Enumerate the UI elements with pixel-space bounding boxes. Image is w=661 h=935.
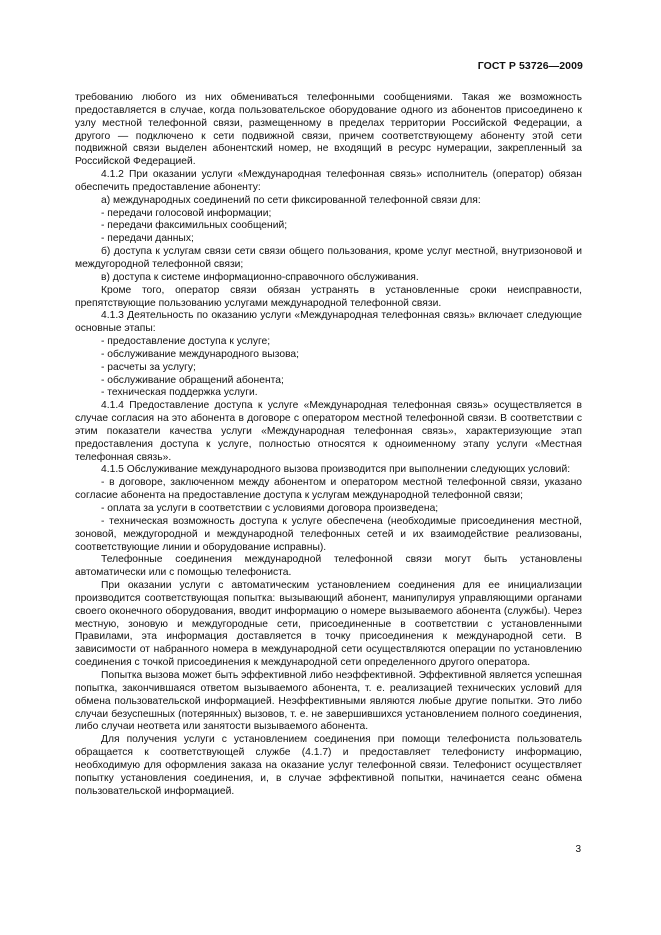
list-item: - обслуживание обращений абонента; [101,374,284,386]
paragraph: требованию любого из них обмениваться телефонными сообщениями. Такая же возможность предоставляется в случае, когда пользовательское оборудование одного из абонентов присоединено к узлу местной телефонной связи, размещенному в пределах территории Российской Федерации, а другого — подключено к сети подвижной связи, причем соответствующему абоненту этой сети подвижной связи выделен абонентский номер, не входящий в ресурс нумерации, закрепленный за Российской Федерацией. [75,92,582,168]
list-item: - техническая поддержка услуги. [101,387,258,399]
clause-4-1-2: 4.1.2 При оказании услуги «Международная телефонная связь» исполнитель (оператор) обязан обеспечить предоставление абоненту: [75,169,582,193]
document-body [75,92,582,798]
clause-4-1-4: 4.1.4 Предоставление доступа к услуге «Международная телефонная связь» осуществляется в случае согласия на это абонента в договоре с оператором местной телефонной связи. В соответствии с этим показатели качества услуги «Международная телефонная связь», характеризующие этап предоставления доступа к услуге, полностью относятся к одноименному этапу услуги «Местная телефонная связь». [75,400,582,463]
paragraph: Телефонные соединения международной телефонной связи могут быть установлены автоматически или с помощью телефониста. [75,554,582,579]
list-item: - передачи данных; [101,233,194,245]
list-item: - оплата за услуги в соответствии с условиями договора произведена; [101,503,439,514]
paragraph: Попытка вызова может быть эффективной либо неэффективной. Эффективной является успешная попытка, закончившаяся ответом вызываемого абонента, т. е. реализацией технических условий для обмена пользовательской информацией. Неэффективными являются любые другие попытки. Это либо случаи безуспешных (потерянных) вызовов, т. е. не завершившихся установлением полного соединения, либо случаи неответа или занятости вызываемого абонента. [75,669,582,733]
paragraph: Кроме того, оператор связи обязан устранять в установленные сроки неисправности, препятствующие пользованию услугами международной телефонной связи. [75,284,582,309]
clause-4-1-3: 4.1.3 Деятельность по оказанию услуги «Международная телефонная связь» включает следующие основные этапы: [75,310,582,335]
list-item: - в договоре, заключенном между абонентом и оператором местной телефонной связи, указано согласие абонента на предоставление доступа к услугам международной телефонной связи; [75,477,582,502]
clause-4-1-5: 4.1.5 Обслуживание международного вызова производится при выполнении следующих условий: [101,464,571,476]
list-item: а) международных соединений по сети фиксированной телефонной связи для: [101,194,481,206]
paragraph: При оказании услуги с автоматическим установлением соединения для ее инициализации производится соответствующая попытка: вызывающий абонент, манипулируя управляющими органами своего оконечного оборудования, вводит информацию о номере вызываемого абонента (службы). Через местную, зоновую и междугородные сети, присоединенные в соответствии с установленными Правилами, эта информация доставляется в точку присоединения к международной сети. В зависимости от набранного номера в международной сети осуществляются операции по установлению соединения с точкой присоединения к международной сети определенного другого оператора. [75,580,582,669]
list-item: - передачи факсимильных сообщений; [101,220,288,232]
list-item: в) доступа к системе информационно-справочного обслуживания. [101,271,419,283]
standard-designation: ГОСТ Р 53726—2009 [477,60,583,72]
list-item: - предоставление доступа к услуге; [101,336,271,348]
page-number: 3 [575,844,581,855]
paragraph: Для получения услуги с установлением соединения при помощи телефониста пользователь обращается к соответствующей службе (4.1.7) и предоставляет телефонисту информацию, необходимую для оформления заказа на оказание услуг телефонной связи. Телефонист осуществляет попытку установления соединения, и, в случае эффективной попытки, начинается сеанс обмена пользовательской информацией. [75,734,582,797]
list-item: - обслуживание международного вызова; [101,348,300,360]
list-item: б) доступа к услугам связи сети связи общего пользования, кроме услуг местной, внутризоновой и междугородной телефонной связи; [75,246,582,270]
list-item: - техническая возможность доступа к услуге обеспечена (необходимые присоединения местной, зоновой, междугородной и международной телефонных сетей и их взаимодействие реализованы, соответствующие линии и оборудование исправны). [75,515,582,553]
list-item: - расчеты за услугу; [101,361,196,373]
list-item: - передачи голосовой информации; [101,207,272,219]
